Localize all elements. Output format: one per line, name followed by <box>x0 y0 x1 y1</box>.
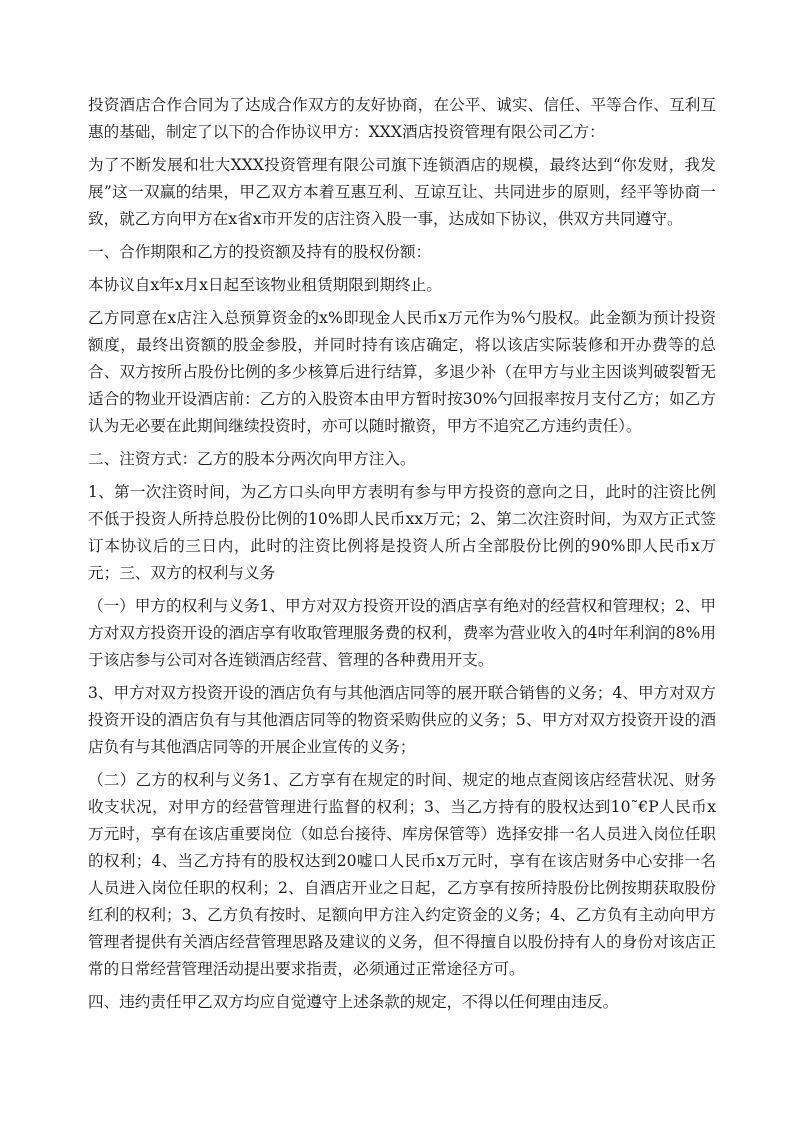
party-a-rights-paragraph: （一）甲方的权利与义务1、甲方对双方投资开设的酒店享有绝对的经营权和管理权；2、甲方对双方投资开设的酒店享有收取管理服务费的权利，费率为营业收入的4吋年利润的8%用于该店参与公司对各连锁酒店经营、管理的各种费用开支。 <box>88 597 716 669</box>
purpose-paragraph: 为了不断发展和壮大XXX投资管理有限公司旗下连锁酒店的规模，最终达到“你发财，我发展”这一双赢的结果，甲乙双方本着互惠互利、互谅互让、共同进步的原则，经平等协商一致，就乙方向甲方在x省x市开发的店注资入股一事，达成如下协议，供双方共同遵守。 <box>88 156 716 228</box>
section-heading-2: 二、注资方式：乙方的股本分两次向甲方注入。 <box>88 450 416 468</box>
party-b-rights-paragraph: （二）乙方的权利与义务1、乙方享有在规定的时间、规定的地点查阅该店经营状况、财务收支状况，对甲方的经营管理进行监督的权利；3、当乙方持有的股权达到10˜€P人民币x万元时，享有在该店重要岗位（如总台接待、库房保管等）选择安排一名人员进入岗位任职的权利；4、当乙方持有的股权达到20嘘口人民币x万元时，享有在该店财务中心安排一名人员进入岗位任职的权利；2、自酒店开业之日起，乙方享有按所持股份比例按期获取股份红利的权利；3、乙方负有按时、足额向甲方注入约定资金的义务；4、乙方负有主动向甲方管理者提供有关酒店经营管理思路及建议的义务，但不得擅自以股份持有人的身份对该店正常的日常经营管理活动提出要求指责，必须通过正常途径方可。 <box>88 771 716 978</box>
term-paragraph: 本协议自x年x月x日起至该物业租赁期限到期终止。 <box>88 276 442 294</box>
section-heading-1: 一、合作期限和乙方的投资额及持有的股权份额： <box>88 243 432 261</box>
payment-paragraph: 1、第一次注资时间，为乙方口头向甲方表明有参与甲方投资的意向之日，此时的注资比例不低于投资人所持总股份比例的10%即人民币xx万元；2、第二次注资时间，为双方正式签订本协议后的三日内，此时的注资比例将是投资人所占全部股份比例的90%即人民币x万元；三、双方的权利与义务 <box>88 483 716 582</box>
investment-paragraph: 乙方同意在x店注入总预算资金的x%即现金人民币x万元作为%勺股权。此金额为预计投资额度，最终出资额的股金参股，并同时持有该店确定，将以该店实际装修和开办费等的总合、双方按所占股份比例的多少核算后进行结算，多退少补（在甲方与业主因谈判破裂暂无适合的物业开设酒店前：乙方的入股资本由甲方暂时按30%勺回报率按月支付乙方；如乙方认为无必要在此期间继续投资时，亦可以随时撤资，甲方不追究乙方违约责任）。 <box>88 309 716 435</box>
section-heading-4: 四、违约责任甲乙双方均应自觉遵守上述条款的规定，不得以任何理由违反。 <box>88 993 619 1011</box>
party-a-duties-paragraph: 3、甲方对双方投资开设的酒店负有与其他酒店同等的展开联合销售的义务；4、甲方对双方投资开设的酒店负有与其他酒店同等的物资采购供应的义务；5、甲方对双方投资开设的酒店负有与其他酒店同等的开展企业宣传的义务； <box>88 684 716 756</box>
document-page <box>88 92 716 1022</box>
intro-paragraph: 投资酒店合作合同为了达成合作双方的友好协商，在公平、诚实、信任、平等合作、互利互惠的基础，制定了以下的合作协议甲方：XXX酒店投资管理有限公司乙方： <box>88 96 716 141</box>
